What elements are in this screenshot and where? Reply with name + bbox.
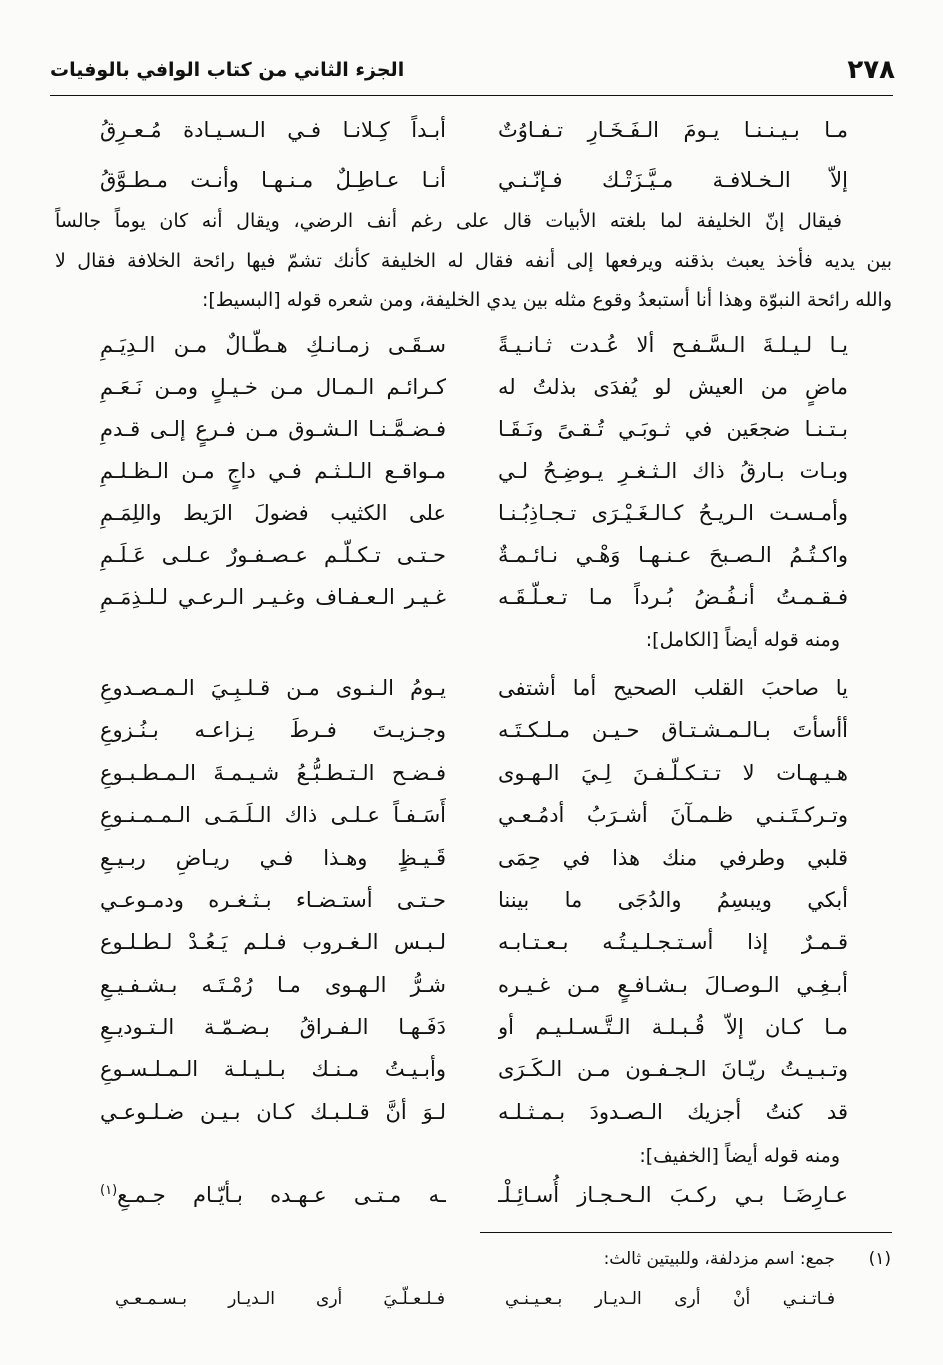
footnote-text: جمع: اسم مزدلفة، وللبيتين ثالث: [603,1249,835,1269]
first-hemistich: أبـغِـي الـوصـالَ بـشـافـعٍ مـن غـيـره [498,973,848,997]
second-hemistich: وجـزيـتَ فـرطَ نِـزاعـه بـنُـزوعِ [100,718,446,742]
verse-row [0,1091,943,1133]
first-hemistich: قلبي وطرفي منك هذا في حِمَى [498,846,848,870]
footnote-rule [480,1232,892,1233]
verse-row [0,1174,943,1216]
footnote-verse [0,1283,943,1315]
page-number: ٢٧٨ [847,55,895,85]
footnote-marker: (١) [868,1249,891,1269]
first-hemistich: عـارِضَـا بـي ركـبَ الـحـجـاز أُسـائِـلْـ [498,1183,848,1207]
verse-row [0,1006,943,1048]
second-hemistich: حـتـى أستـضـاء بـثـغـره ودمـوعـي [100,888,446,912]
first-hemistich: واكـتُـمُ الـصـبحَ عـنـهـا وَهْـي نـائـمـةٌ [498,543,848,567]
first-hemistich: إلاّ الـخـلافـة مـيَّـزَتْـك فـإنّـنـي [498,168,848,192]
verse-row [0,492,943,534]
first-hemistich: أأسأتَ بـالـمـشـتـاق حـيـن مـلـكـتَـه [498,718,848,742]
first-hemistich: قـمـرٌ إذا أسـتـجـلـيـتُـه بـعـتـابـه [498,930,848,954]
first-hemistich: أبكي ويبسِمُ والدُجَى ما بيننا [498,888,848,912]
first-hemistich: وتـبـيـتُ ريّـانَ الـجـفـون مـن الـكَـرَى [498,1057,848,1081]
running-title: الجزء الثاني من كتاب الوافي بالوفيات [50,59,405,81]
second-hemistich: حـتـى تـكـلّـم عـصـفـورٌ عـلـى عَـلَـمِ [100,543,446,567]
second-hemistich: كـرائـم الـمـال مـن خـيـلٍ ومـن نَـعَـمِ [100,375,446,399]
second-hemistich-text: ـه مـتـى عـهـده بـأيّـام جـمـعِ [117,1183,446,1207]
first-hemistich: مـا بـيـنـنـا يـومَ الـفَـخَـارِ تـفـاوُتٌ [498,118,848,142]
second-hemistich: مـواقـع الـلـثـم فـي داجٍ مـن الـظـلـمِ [100,459,446,483]
second-hemistich: فـلـعـلّـيَ أرى الـديـار بـسـمـعـي [115,1289,445,1309]
first-hemistich: قد كنتُ أجزيك الـصـدودَ بـمـثـلـه [498,1100,848,1124]
second-hemistich: سـقَـى زمـانـكِ هـطّـالٌ مـن الـدِيَـمِ [100,333,446,357]
first-hemistich: وتـركـتَـنـي ظـمـآنَ أشـرَبُ أدمُـعـي [498,803,848,827]
first-hemistich: ماضٍ من العيش لو يُفدَى بذلتُ له [498,375,848,399]
verse-row [0,324,943,366]
verse-row [0,794,943,836]
verse-row [0,964,943,1006]
first-hemistich: يـا لـيـلـةَ الـسَّـفـح ألا عُـدت ثـانـيـةً [498,333,848,357]
verse-row [0,1048,943,1090]
verse-row [0,159,943,201]
verse-row [0,837,943,879]
verse-row [0,366,943,408]
verse-row [0,752,943,794]
first-hemistich: فـاتـنـي أنْ أرى الـديـار بـعـيـنـي [505,1289,835,1309]
first-hemistich: هـيـهـات لا تـتـكـلّـفـنَ لِـيَ الـهـوى [498,761,848,785]
first-hemistich: مـا كـان إلاّ قُـبـلـة الـتَّـسـلـيـم أو [498,1015,848,1039]
second-hemistich: أبـداً كِـلانـا فـي الـسـيـادة مُـعـرِقُ [100,118,446,142]
second-hemistich [100,1174,446,1216]
verse-row [0,879,943,921]
second-hemistich: أَسَـفـاً عـلـى ذاك الـلَـمَـى الـمـمـنـوعِ [100,803,446,827]
first-hemistich: بـتـنـا ضجعَين في ثـوبَـي تُـقـىً ونَـقَـا [498,417,848,441]
first-hemistich: وأمـسـت الـريـحُ كـالـغَـيْـرَى تـجـاذِبُـنـا [498,501,848,525]
verse-row [0,709,943,751]
second-hemistich: شـرُّ الـهـوى مـا رُمْـتَـه بـشـفـيـعِ [100,973,446,997]
verse-row [0,534,943,576]
second-hemistich: دَفَـهـا الـفـراقُ بـضـمّـة الـتـوديـعِ [100,1015,446,1039]
second-hemistich: وأبـيـتُ مـنـك بـلـيـلـة الـمـلـسـوعِ [100,1057,446,1081]
meter-intro: ومنه قوله أيضاً [الخفيف]: [639,1145,840,1167]
second-hemistich: على الكثيب فضولَ الرَيط واللِمَـمِ [100,501,446,525]
meter-intro: ومنه قوله أيضاً [الكامل]: [645,629,840,651]
second-hemistich: أنـا عـاطِـلٌ مـنـهـا وأنـت مـطـوَّقُ [100,168,446,192]
second-hemistich: غـيـر الـعـفـاف وغـيـر الـرعـي لـلـذِمَـمِ [100,585,446,609]
verse-row [0,450,943,492]
paragraph-line: بين يديه فأخذ يعبث بذقنه ويرفعها إلى أنفه فقال له الخليفة كأنك تشمّ فيها رائحة الخلافة فقال لا [55,250,892,272]
paragraph-line: فيقال إنّ الخليفة لما بلغته الأبيات قال على رغم أنف الرضي، ويقال أنه كان يوماً جالساً [55,210,842,232]
verse-row [0,408,943,450]
verse-row [0,576,943,618]
footnote-reference: (١) [100,1183,118,1198]
first-hemistich: يا صاحبَ القلب الصحيح أما أشتفى [498,676,848,700]
second-hemistich: لـوَ أنَّ قـلـبـك كـان بـيـن ضـلـوعـي [100,1100,446,1124]
first-hemistich: وبـات بـارقُ ذاك الـثـغـرِ يـوضِـحُ لـي [498,459,848,483]
paragraph-line: والله رائحة النبوّة وهذا أنا أستبعدُ وقوع مثله بين يدي الخليفة، ومن شعره قوله [البسيط]: [201,289,892,311]
verse-row [0,109,943,151]
header-rule [50,95,893,96]
first-hemistich: فـقـمـتُ أنـفُـضُ بُـرداً مـا تـعـلّـقَـه [498,585,848,609]
second-hemistich: لـبـس الـغـروب فـلـم يَـعُـدْ لـطـلـوع [100,930,446,954]
second-hemistich: فـضـح الـتـطـبُّـعُ شـيـمـةَ الـمـطـبـوعِ [100,761,446,785]
verse-row [0,921,943,963]
second-hemistich: يـومُ الـنـوى مـن قـلـبِـيَ الـمـصـدوعِ [100,676,446,700]
second-hemistich: قَـيـظٍ وهـذا فـي ريـاضِ ربـيـعِ [100,846,446,870]
verse-row [0,667,943,709]
second-hemistich: فـضـمَّـنـا الـشـوق مـن فـرعٍ إلـى قـدمِ [100,417,446,441]
